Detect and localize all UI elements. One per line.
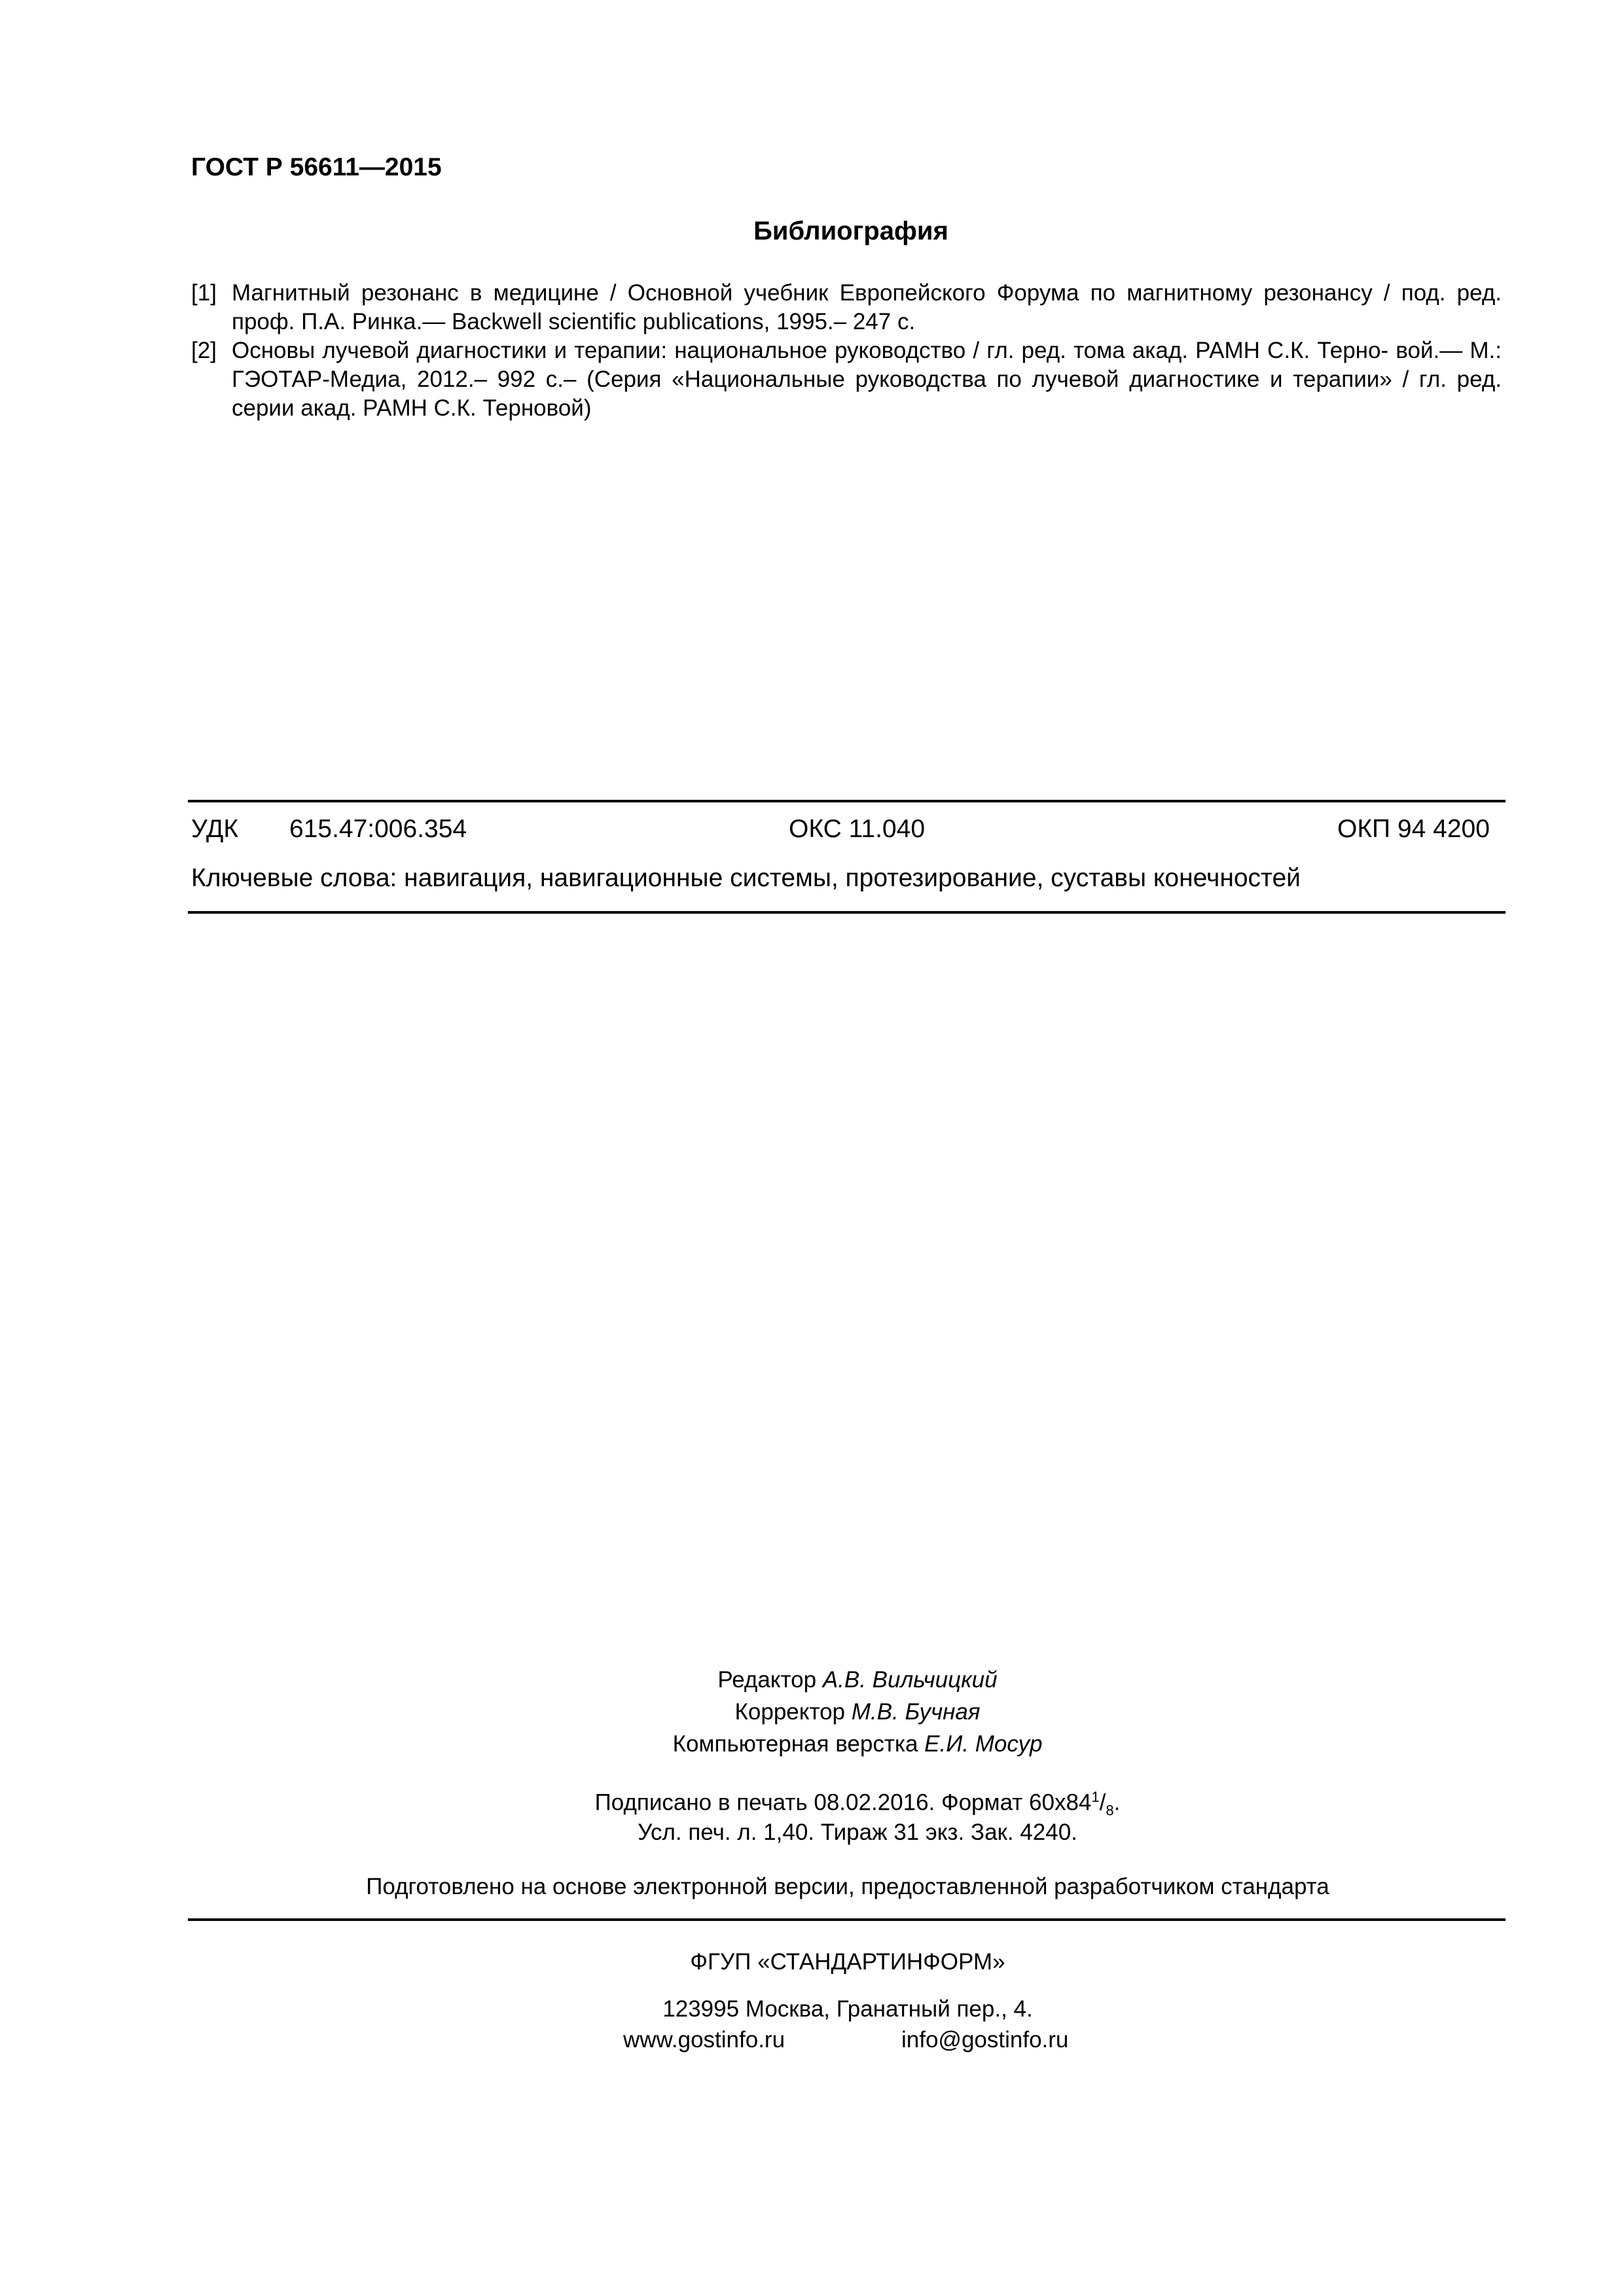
udk-label: УДК xyxy=(191,815,239,843)
publisher-email: info@gostinfo.ru xyxy=(901,2027,1069,2053)
corrector-credit xyxy=(0,1699,1624,1725)
keywords: Ключевые слова: навигация, навигационные системы, протезирование, суставы конечностей xyxy=(191,864,1301,892)
format-denominator: 8 xyxy=(1106,1802,1114,1819)
format-end: . xyxy=(1113,1789,1121,1816)
bibliography-title: Библиография xyxy=(753,217,948,245)
corrector-name: М.В. Бучная xyxy=(851,1699,981,1725)
signed-text: Подписано в печать 08.02.2016. Формат 60х84 xyxy=(594,1789,1092,1816)
bibliography-item-number: [2] xyxy=(191,338,217,363)
prepared-note: Подготовлено на основе электронной версии, предоставленной разработчиком стандарта xyxy=(366,1874,1329,1899)
layout-name: Е.И. Мосур xyxy=(924,1731,1043,1757)
format-numerator: 1 xyxy=(1091,1789,1100,1805)
bottom-rule xyxy=(188,911,1506,914)
oks-code: ОКС 11.040 xyxy=(789,815,926,843)
signed-for-print: Подписано в печать 08.02.2016. Формат $60х84^1/_8$. xyxy=(594,1789,1121,1819)
imprint-rule xyxy=(188,1918,1506,1921)
publisher-address: 123995 Москва, Гранатный пер., 4. xyxy=(662,1996,1033,2022)
print-info: Усл. печ. л. 1,40. Тираж 31 экз. Зак. 4240. xyxy=(638,1820,1077,1845)
layout-credit xyxy=(0,1731,1624,1757)
okp-code: ОКП 94 4200 xyxy=(1337,815,1490,843)
top-rule xyxy=(188,800,1506,802)
udk-value: 615.47:006.354 xyxy=(289,815,467,843)
bibliography-item-number: [1] xyxy=(191,280,217,306)
bibliography-item-text: Основы лучевой диагностики и терапии: национальное руководство / гл. ред. тома акад. РАМН С.К. Терно- вой.— М.: ГЭОТАР-Медиа, 2012.– 992 с.– (Серия «Национальные руководства по лучевой диагностике и терапии» / гл. ред. серии акад. РАМН С.К. Терновой) xyxy=(232,338,1502,421)
corrector-label: Корректор xyxy=(734,1699,846,1725)
document-code: ГОСТ Р 56611—2015 xyxy=(191,153,442,181)
bibliography-item-text: Магнитный резонанс в медицине / Основной учебник Европейского Форума по магнитному резонансу / под. ред. проф. П.А. Ринка.— Backwell scientific publications, 1995.– 247 с. xyxy=(232,280,1502,334)
bibliography-item xyxy=(191,279,1502,336)
publisher-website: www.gostinfo.ru xyxy=(623,2027,785,2053)
editor-label: Редактор xyxy=(717,1667,817,1693)
editor-name: А.В. Вильчицкий xyxy=(822,1667,998,1693)
publisher-name: ФГУП «СТАНДАРТИНФОРМ» xyxy=(690,1949,1005,1975)
layout-label: Компьютерная верстка xyxy=(672,1731,918,1757)
editor-credit xyxy=(0,1667,1624,1693)
bibliography-item xyxy=(191,336,1502,423)
